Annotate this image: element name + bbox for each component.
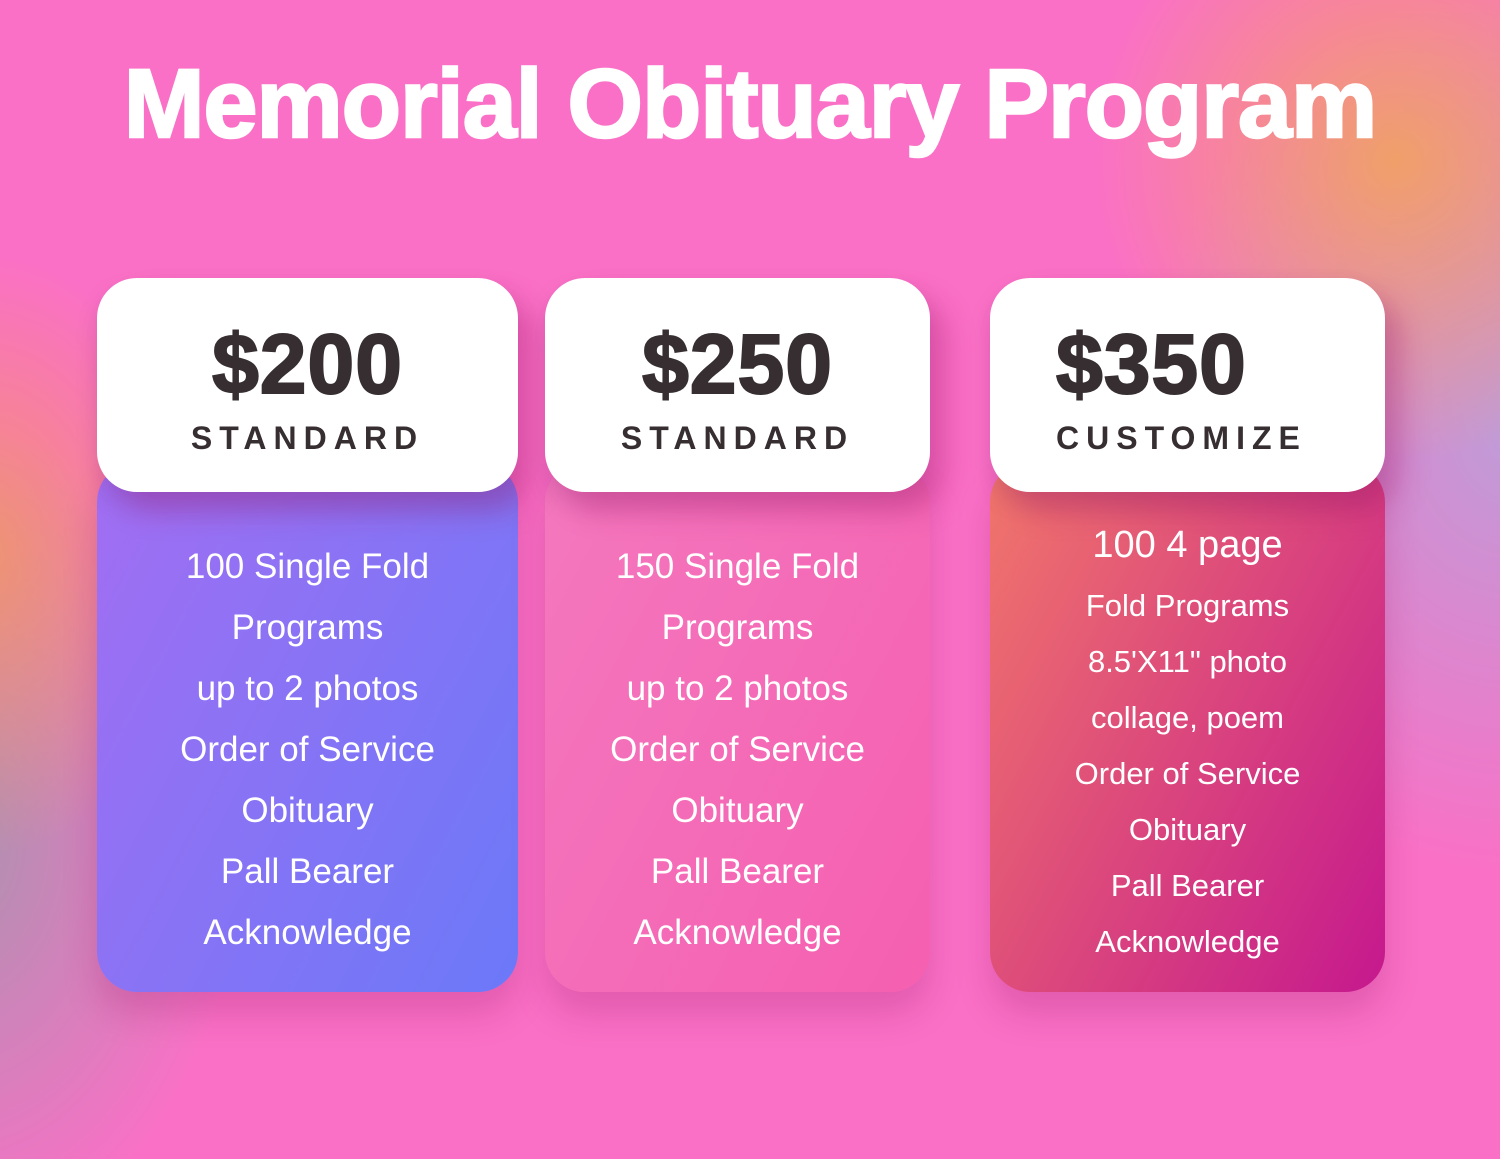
feature-list — [97, 462, 518, 963]
card-header — [97, 278, 518, 492]
feature-line: Order of Service — [610, 730, 865, 769]
feature-line: Obituary — [241, 791, 374, 830]
feature-line: Programs — [661, 608, 814, 647]
pricing-card-standard-200 — [97, 278, 518, 992]
pricing-card-standard-250 — [545, 278, 930, 992]
feature-line: up to 2 photos — [626, 669, 849, 708]
tier-label: CUSTOMIZE — [1056, 419, 1307, 456]
feature-line: Order of Service — [180, 730, 435, 769]
tier-label: STANDARD — [620, 419, 855, 456]
feature-line: Fold Programs — [1085, 588, 1290, 623]
feature-line: 100 Single Fold — [185, 547, 430, 586]
card-header — [545, 278, 930, 492]
page-title: Memorial Obituary Program — [123, 49, 1377, 158]
feature-line: 150 Single Fold — [615, 547, 860, 586]
feature-line: up to 2 photos — [196, 669, 419, 708]
feature-line: Order of Service — [1074, 756, 1301, 791]
feature-list — [545, 462, 930, 963]
card-body — [97, 462, 518, 992]
feature-line: Pall Bearer — [650, 852, 825, 891]
feature-line: Acknowledge — [203, 913, 412, 952]
feature-line: Acknowledge — [633, 913, 842, 952]
feature-line: Obituary — [1128, 812, 1247, 847]
feature-line: Pall Bearer — [220, 852, 395, 891]
feature-line: 8.5'X11" photo — [1087, 644, 1288, 679]
feature-line: Pall Bearer — [1110, 868, 1265, 903]
feature-line: collage, poem — [1090, 700, 1284, 735]
feature-line: Obituary — [671, 791, 804, 830]
feature-list — [990, 462, 1385, 970]
price-label: $250 — [642, 316, 833, 411]
price-label: $350 — [1056, 316, 1247, 411]
card-header — [990, 278, 1385, 492]
feature-line: Programs — [231, 608, 384, 647]
card-body — [545, 462, 930, 992]
price-label: $200 — [212, 316, 403, 411]
card-body — [990, 462, 1385, 992]
feature-line: 100 4 page — [1092, 524, 1283, 566]
pricing-card-customize-350 — [990, 278, 1385, 992]
tier-label: STANDARD — [190, 419, 425, 456]
feature-line: Acknowledge — [1095, 924, 1280, 959]
